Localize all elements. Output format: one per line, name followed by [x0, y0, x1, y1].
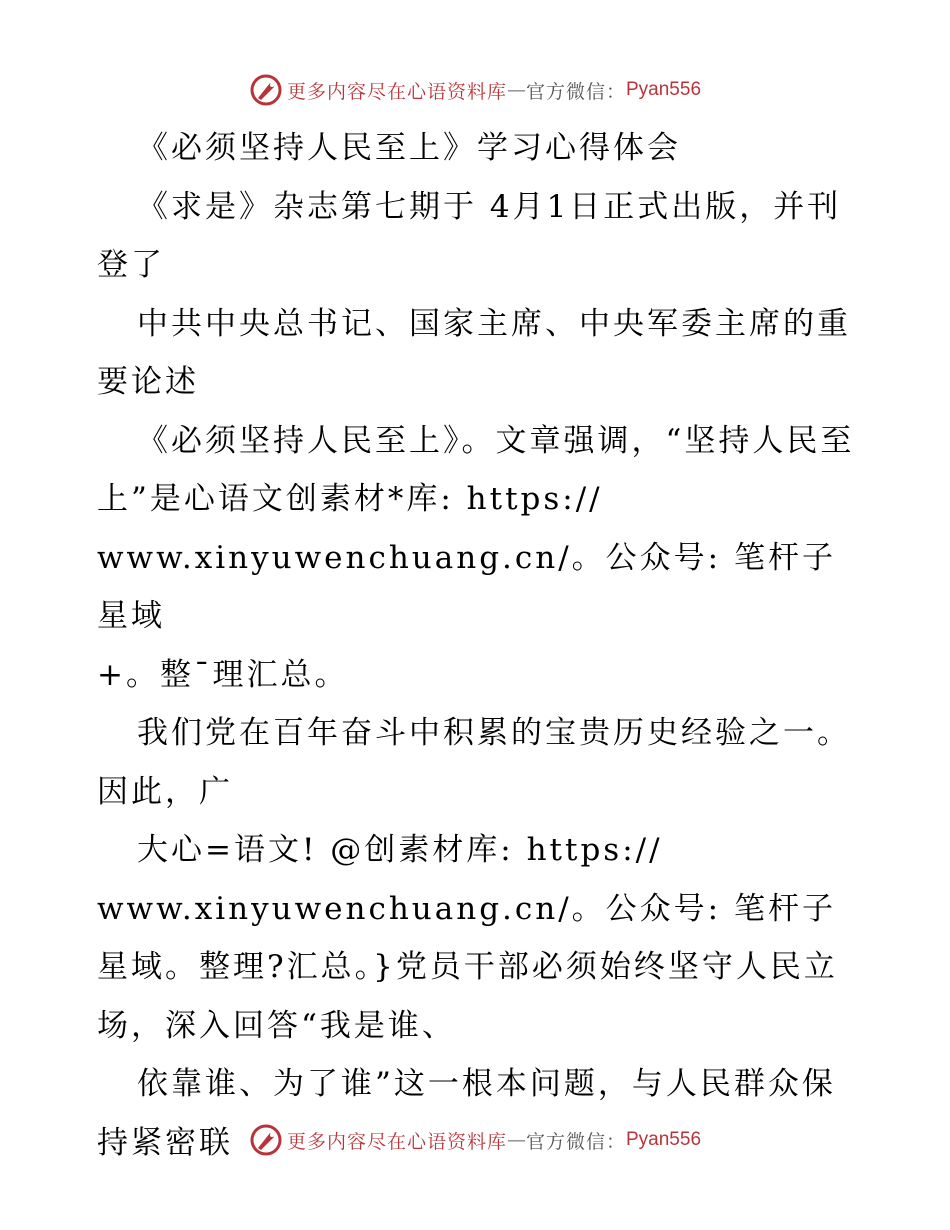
banner-separator: —	[506, 79, 526, 101]
paragraph: 依靠谁、为了谁”这一根本问题，与人民群众保持紧密联	[97, 1066, 836, 1161]
document-title: 《必须坚持人民至上》学习心得体会	[137, 130, 681, 166]
banner-text: 更多内容尽在心语资料库	[286, 1130, 507, 1153]
banner-wechat-id: Pyan556	[626, 1129, 702, 1150]
banner-wechat-id: Pyan556	[626, 79, 702, 100]
banner-separator: —	[506, 1129, 526, 1151]
paragraph: 中共中央总书记、国家主席、中央军委主席的重要论述	[97, 305, 851, 400]
document-body	[97, 119, 857, 1172]
paragraph: 我们党在百年奋斗中积累的宝贵历史经验之一。因此，广	[97, 715, 851, 810]
banner-text: 更多内容尽在心语资料库	[286, 80, 507, 103]
pen-nib-logo-icon	[249, 73, 283, 107]
footer-watermark-banner	[0, 1120, 950, 1160]
paragraph: 《必须坚持人民至上》。文章强调，“坚持人民至上”是心语文创素材*库: https:// www.xinyuwenchuang.cn/。公众号: 笔杆子星域 +。整¯理汇总。	[97, 422, 855, 693]
banner-wechat-label: 官方微信：	[525, 80, 626, 103]
paragraph: 《求是》杂志第七期于 4月1日正式出版，并刊登了	[97, 188, 842, 283]
paragraph: 大心=语文! @创素材库: https:// www.xinyuwenchuang.cn/。公众号: 笔杆子星域。整理?汇总。}党员干部必须始终坚守人民立场，深入回答“我是谁、	[97, 832, 838, 1044]
pen-nib-logo-icon	[249, 1123, 283, 1157]
banner-wechat-label: 官方微信：	[525, 1130, 626, 1153]
header-watermark-banner	[0, 70, 950, 110]
